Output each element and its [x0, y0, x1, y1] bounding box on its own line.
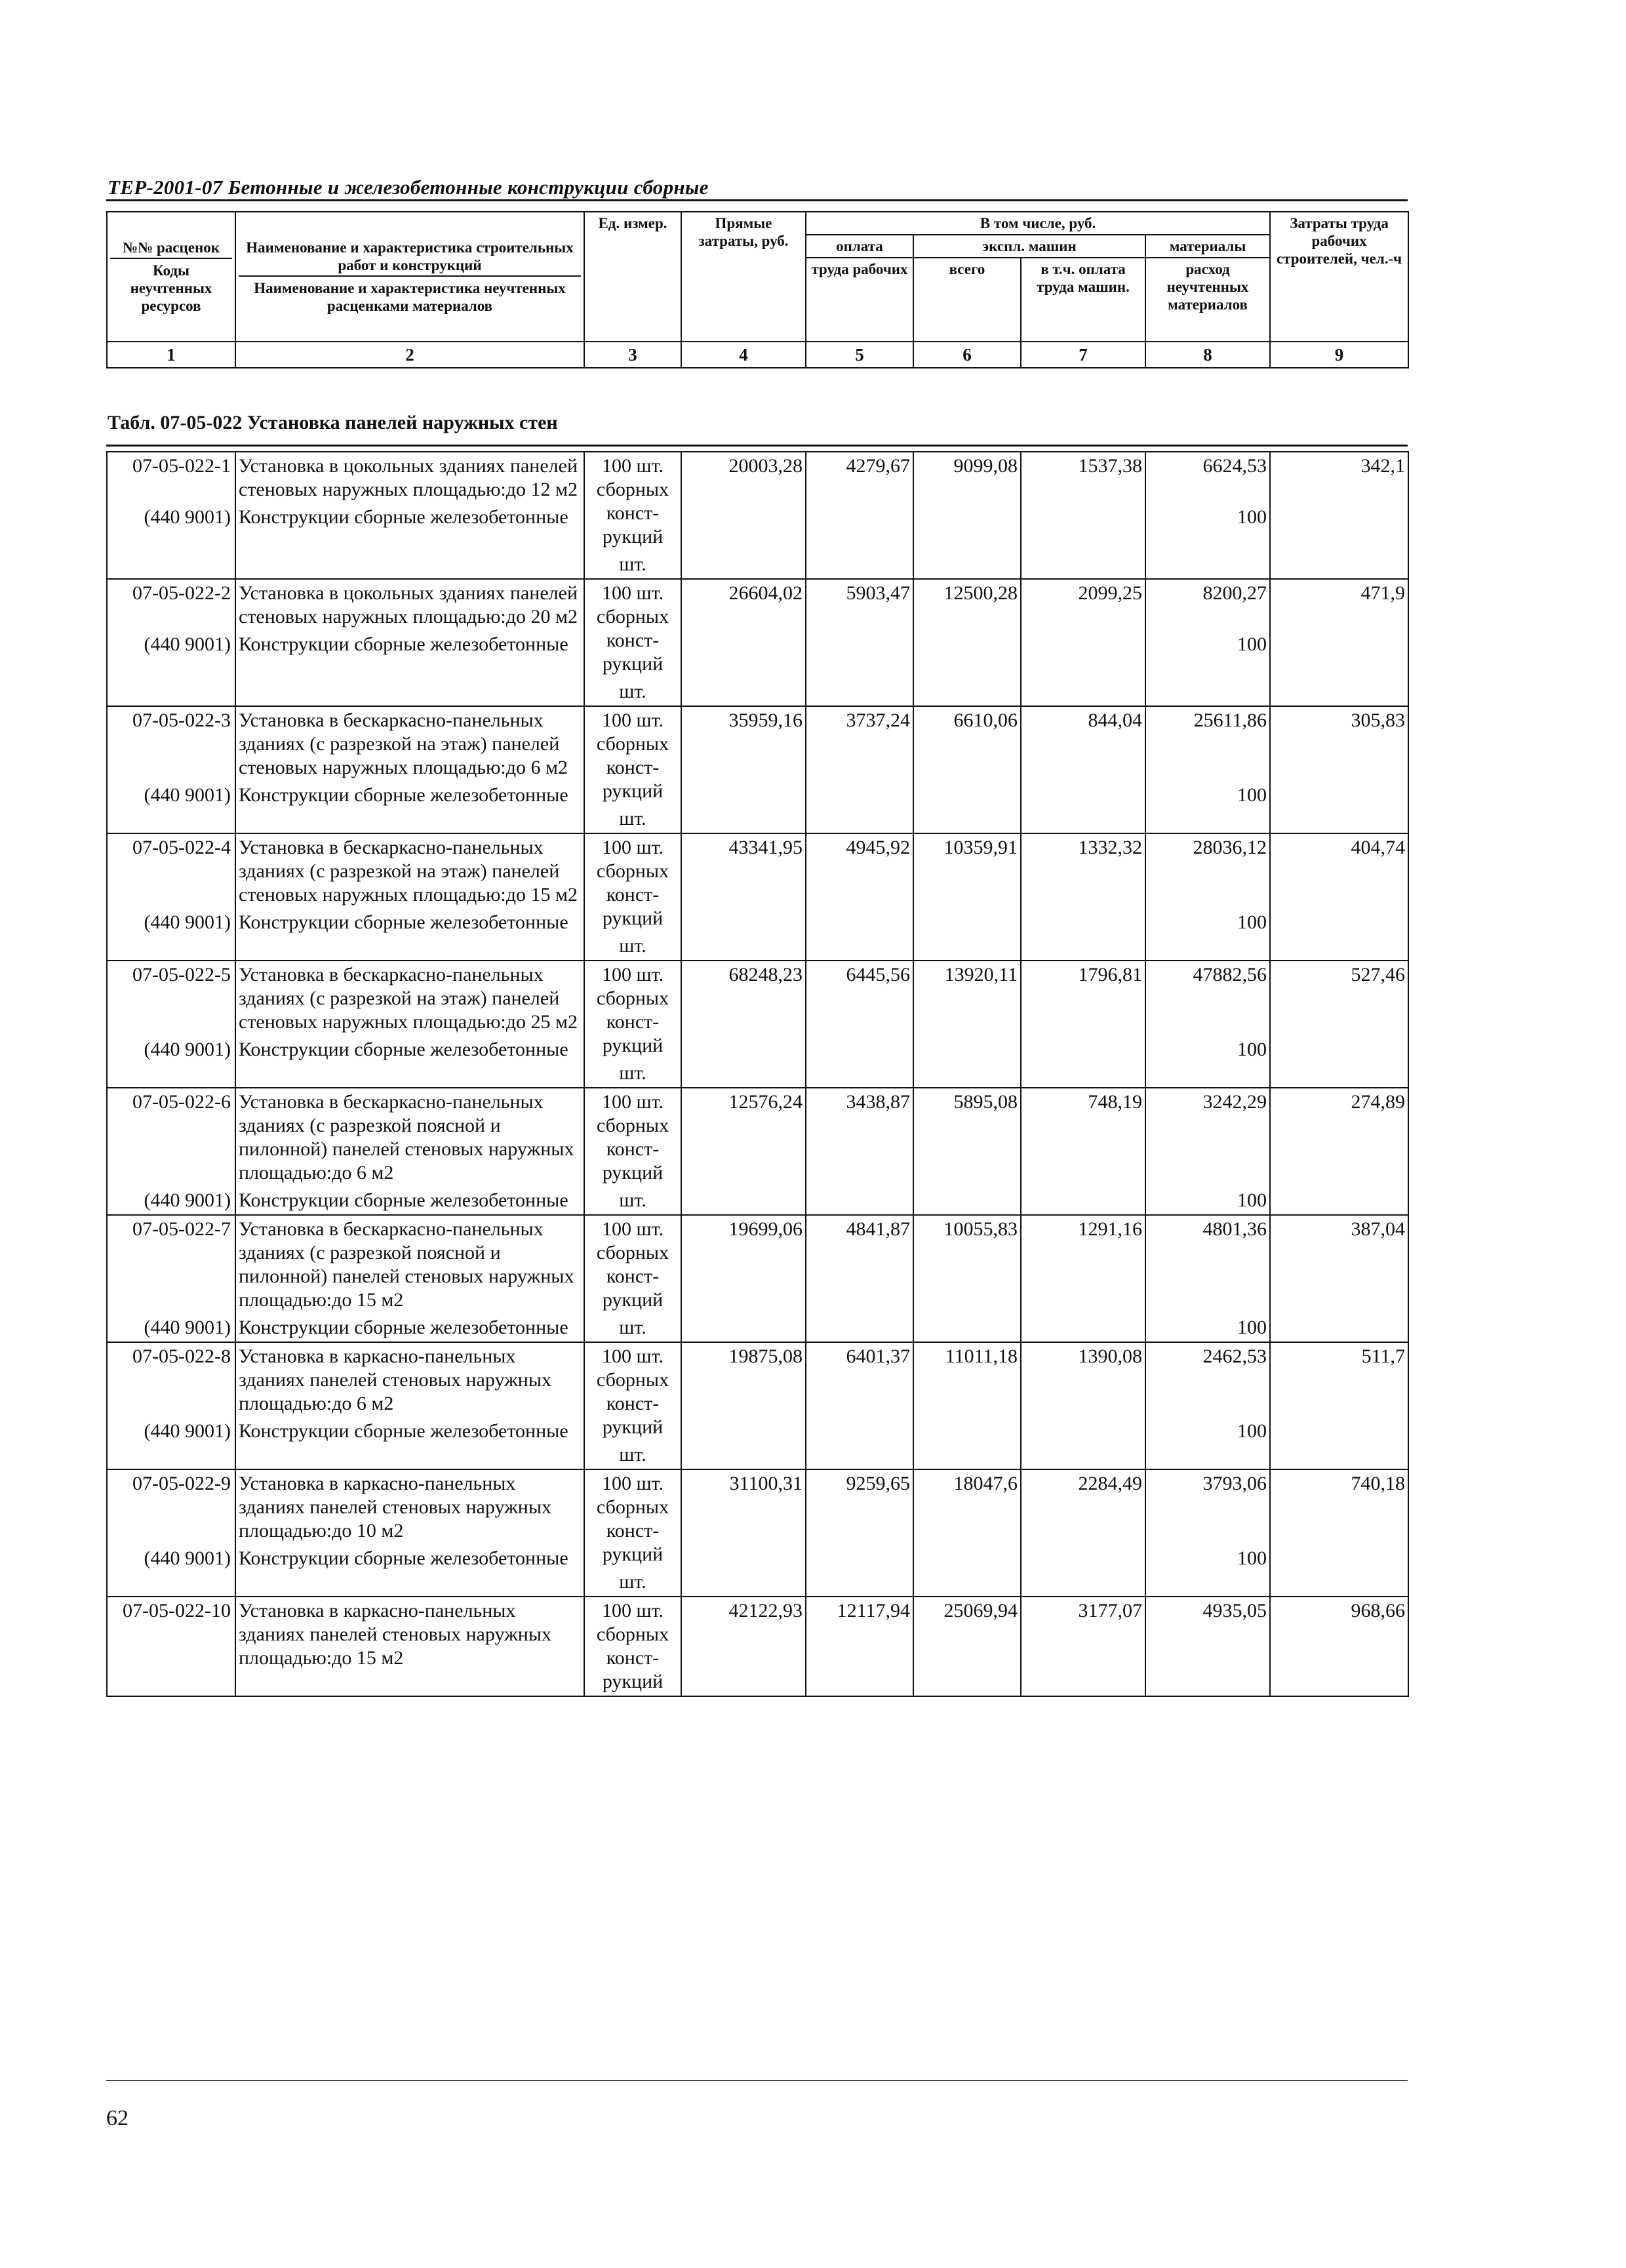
materials-cost: 47882,56 — [1193, 964, 1267, 985]
table-row — [107, 833, 1408, 961]
worker-pay: 4945,92 — [846, 837, 910, 858]
cell-pay — [806, 1088, 913, 1215]
cell-mach — [913, 452, 1021, 579]
header-number-3: 3 — [584, 342, 681, 368]
machine-operator-pay: 2284,49 — [1078, 1473, 1142, 1494]
rate-code: 07-05-022-1 — [132, 455, 231, 477]
cell-mach_pay — [1021, 1597, 1145, 1696]
machine-operator-pay: 2099,25 — [1078, 582, 1142, 604]
labor-hours: 404,74 — [1351, 837, 1405, 858]
unit-of-measure: 100 шт. сборных конст-рукций — [596, 455, 669, 547]
cell-mach_pay — [1021, 961, 1145, 1088]
cell-pay — [806, 1469, 913, 1597]
cell-direct — [681, 833, 806, 961]
worker-pay: 5903,47 — [846, 582, 910, 604]
cell-unit — [584, 961, 681, 1088]
materials-cost: 2462,53 — [1202, 1345, 1267, 1367]
cell-mach_pay — [1021, 833, 1145, 961]
cell-code — [107, 833, 235, 961]
cell-mat — [1145, 452, 1270, 579]
machine-operator-pay: 1537,38 — [1078, 455, 1142, 477]
direct-costs: 20003,28 — [728, 455, 803, 477]
cell-pay — [806, 452, 913, 579]
materials-cost: 4801,36 — [1202, 1218, 1267, 1240]
unit-of-measure: 100 шт. сборных конст-рукций — [596, 709, 669, 802]
cell-mat — [1145, 833, 1270, 961]
unit-of-measure: 100 шт. сборных конст-рукций — [596, 1345, 669, 1438]
cell-pay — [806, 579, 913, 706]
direct-costs: 43341,95 — [728, 837, 803, 858]
header-col2-bottom: Наименование и характеристика неучтенных расценками материалов — [254, 280, 566, 314]
resource-quantity: 100 — [1237, 633, 1267, 655]
cell-name — [235, 706, 584, 833]
cell-name — [235, 579, 584, 706]
cell-unit — [584, 706, 681, 833]
resource-unit: шт. — [619, 1189, 646, 1211]
header-col1-top: №№ расценок — [110, 239, 232, 259]
cell-pay — [806, 1597, 913, 1696]
labor-hours: 387,04 — [1351, 1218, 1405, 1240]
labor-hours: 471,9 — [1360, 582, 1405, 604]
worker-pay: 9259,65 — [846, 1473, 910, 1494]
machine-operator-pay: 748,19 — [1088, 1091, 1142, 1113]
rate-code: 07-05-022-10 — [123, 1600, 231, 1621]
cell-pay — [806, 1215, 913, 1342]
cell-unit — [584, 1342, 681, 1469]
rate-code: 07-05-022-2 — [132, 582, 231, 604]
machine-operator-pay: 1796,81 — [1078, 964, 1142, 985]
worker-pay: 6401,37 — [846, 1345, 910, 1367]
cell-mach_pay — [1021, 452, 1145, 579]
labor-hours: 511,7 — [1361, 1345, 1405, 1367]
worker-pay: 3737,24 — [846, 709, 910, 731]
cell-unit — [584, 1469, 681, 1597]
resource-unit: шт. — [619, 1571, 646, 1593]
resource-quantity: 100 — [1237, 1039, 1267, 1060]
table-row — [107, 1088, 1408, 1215]
cell-unit — [584, 1088, 681, 1215]
unit-of-measure: 100 шт. сборных конст-рукций — [596, 1218, 669, 1311]
cell-name — [235, 1342, 584, 1469]
materials-cost: 8200,27 — [1202, 582, 1267, 604]
resource-unit: шт. — [619, 553, 646, 575]
direct-costs: 68248,23 — [728, 964, 803, 985]
resource-name: Конструкции сборные железобетонные — [239, 633, 568, 655]
document-title: ТЕР-2001-07 Бетонные и железобетонные конструкции сборные — [108, 176, 709, 199]
work-name: Установка в бескаркасно-панельных зданиях (с разрезкой поясной и пилонной) панелей стеновых наружных площадью:до 6 м2 — [239, 1091, 574, 1184]
cell-mach — [913, 833, 1021, 961]
resource-quantity: 100 — [1237, 1189, 1267, 1211]
resource-code: (440 9001) — [144, 506, 231, 528]
resource-code: (440 9001) — [144, 1420, 231, 1442]
machine-costs: 5895,08 — [953, 1091, 1018, 1113]
cell-name — [235, 1597, 584, 1696]
header-machines-pay: в т.ч. оплата труда машин. — [1021, 258, 1145, 342]
cell-code — [107, 1215, 235, 1342]
work-name: Установка в бескаркасно-панельных зданиях (с разрезкой на этаж) панелей стеновых наружных площадью:до 6 м2 — [239, 709, 568, 778]
table-row — [107, 1342, 1408, 1469]
cell-direct — [681, 961, 806, 1088]
cell-mat — [1145, 579, 1270, 706]
title-divider — [106, 199, 1408, 201]
header-number-6: 6 — [913, 342, 1021, 368]
machine-operator-pay: 1291,16 — [1078, 1218, 1142, 1240]
rate-code: 07-05-022-9 — [132, 1473, 231, 1494]
rate-code: 07-05-022-8 — [132, 1345, 231, 1367]
cell-mach_pay — [1021, 1088, 1145, 1215]
header-materials-group: материалы — [1145, 235, 1270, 258]
unit-of-measure: 100 шт. сборных конст-рукций — [596, 1091, 669, 1184]
direct-costs: 31100,31 — [729, 1473, 803, 1494]
cell-mach — [913, 1342, 1021, 1469]
caption-divider — [106, 445, 1408, 447]
cell-mach_pay — [1021, 706, 1145, 833]
direct-costs: 19875,08 — [728, 1345, 803, 1367]
table-header — [106, 211, 1409, 368]
cell-direct — [681, 1342, 806, 1469]
cell-name — [235, 833, 584, 961]
cell-unit — [584, 579, 681, 706]
table-row — [107, 706, 1408, 833]
cell-labor — [1270, 833, 1408, 961]
resource-code: (440 9001) — [144, 633, 231, 655]
header-number-1: 1 — [107, 342, 235, 368]
resource-name: Конструкции сборные железобетонные — [239, 1547, 568, 1569]
header-col1 — [107, 212, 235, 342]
cell-mach_pay — [1021, 1215, 1145, 1342]
machine-operator-pay: 3177,07 — [1078, 1600, 1142, 1621]
header-col2-top: Наименование и характеристика строительных работ и конструкций — [239, 239, 581, 277]
header-machines-all: всего — [913, 258, 1021, 342]
machine-costs: 6610,06 — [953, 709, 1018, 731]
machine-costs: 12500,28 — [943, 582, 1018, 604]
labor-hours: 274,89 — [1351, 1091, 1405, 1113]
cell-labor — [1270, 1342, 1408, 1469]
work-name: Установка в каркасно-панельных зданиях панелей стеновых наружных площадью:до 10 м2 — [239, 1473, 552, 1542]
cell-mat — [1145, 1597, 1270, 1696]
cell-code — [107, 961, 235, 1088]
cell-mach — [913, 706, 1021, 833]
cell-mach — [913, 1088, 1021, 1215]
machine-costs: 9099,08 — [953, 455, 1018, 477]
header-number-5: 5 — [806, 342, 913, 368]
machine-costs: 10055,83 — [943, 1218, 1018, 1240]
rates-table-body — [107, 452, 1408, 1696]
worker-pay: 3438,87 — [846, 1091, 910, 1113]
resource-unit: шт. — [619, 1317, 646, 1338]
cell-mach_pay — [1021, 1469, 1145, 1597]
machine-costs: 13920,11 — [944, 964, 1018, 985]
materials-cost: 4935,05 — [1202, 1600, 1267, 1621]
work-name: Установка в бескаркасно-панельных зданиях (с разрезкой поясной и пилонной) панелей стеновых наружных площадью:до 15 м2 — [239, 1218, 574, 1311]
resource-code: (440 9001) — [144, 1547, 231, 1569]
header-col1-bottom: Коды неучтенных ресурсов — [130, 262, 212, 314]
cell-direct — [681, 579, 806, 706]
header-direct-costs: Прямые затраты, руб. — [681, 212, 806, 342]
header-machines-group: экспл. машин — [913, 235, 1145, 258]
direct-costs: 42122,93 — [728, 1600, 803, 1621]
cell-direct — [681, 706, 806, 833]
resource-code: (440 9001) — [144, 784, 231, 806]
resource-name: Конструкции сборные железобетонные — [239, 911, 568, 933]
machine-costs: 25069,94 — [943, 1600, 1018, 1621]
cell-mat — [1145, 1088, 1270, 1215]
unit-of-measure: 100 шт. сборных конст-рукций — [596, 1473, 669, 1565]
header-number-7: 7 — [1021, 342, 1145, 368]
rates-table — [106, 451, 1409, 1697]
rate-code: 07-05-022-5 — [132, 964, 231, 985]
rate-code: 07-05-022-6 — [132, 1091, 231, 1113]
header-number-8: 8 — [1145, 342, 1270, 368]
resource-quantity: 100 — [1237, 506, 1267, 528]
work-name: Установка в бескаркасно-панельных зданиях (с разрезкой на этаж) панелей стеновых наружных площадью:до 15 м2 — [239, 837, 578, 905]
cell-code — [107, 1088, 235, 1215]
machine-costs: 10359,91 — [943, 837, 1018, 858]
cell-unit — [584, 1215, 681, 1342]
worker-pay: 6445,56 — [846, 964, 910, 985]
table-row — [107, 579, 1408, 706]
header-unit: Ед. измер. — [584, 212, 681, 342]
header-pay-group: оплата — [806, 235, 913, 258]
cell-mat — [1145, 1215, 1270, 1342]
header-number-9: 9 — [1270, 342, 1408, 368]
machine-operator-pay: 844,04 — [1088, 709, 1142, 731]
cell-name — [235, 1088, 584, 1215]
resource-quantity: 100 — [1237, 911, 1267, 933]
rate-code: 07-05-022-3 — [132, 709, 231, 731]
cell-direct — [681, 1597, 806, 1696]
resource-code: (440 9001) — [144, 1189, 231, 1211]
unit-of-measure: 100 шт. сборных конст-рукций — [596, 1600, 669, 1692]
resource-code: (440 9001) — [144, 911, 231, 933]
rate-code: 07-05-022-4 — [132, 837, 231, 858]
unit-of-measure: 100 шт. сборных конст-рукций — [596, 582, 669, 675]
direct-costs: 19699,06 — [728, 1218, 803, 1240]
cell-name — [235, 1469, 584, 1597]
cell-mach — [913, 1469, 1021, 1597]
machine-costs: 18047,6 — [953, 1473, 1018, 1494]
cell-mach — [913, 1597, 1021, 1696]
work-name: Установка в каркасно-панельных зданиях панелей стеновых наружных площадью:до 6 м2 — [239, 1345, 552, 1414]
cell-mat — [1145, 1342, 1270, 1469]
labor-hours: 342,1 — [1360, 455, 1405, 477]
materials-cost: 28036,12 — [1193, 837, 1267, 858]
resource-name: Конструкции сборные железобетонные — [239, 1039, 568, 1060]
page-number: 62 — [106, 2106, 129, 2130]
resource-name: Конструкции сборные железобетонные — [239, 1420, 568, 1442]
cell-code — [107, 1597, 235, 1696]
cell-mat — [1145, 706, 1270, 833]
cell-code — [107, 1469, 235, 1597]
cell-labor — [1270, 1597, 1408, 1696]
worker-pay: 12117,94 — [837, 1600, 910, 1621]
work-name: Установка в каркасно-панельных зданиях панелей стеновых наружных площадью:до 15 м2 — [239, 1600, 552, 1669]
direct-costs: 12576,24 — [728, 1091, 803, 1113]
table-row — [107, 1215, 1408, 1342]
table-row — [107, 1469, 1408, 1597]
table-row — [107, 452, 1408, 579]
work-name: Установка в бескаркасно-панельных зданиях (с разрезкой на этаж) панелей стеновых наружных площадью:до 25 м2 — [239, 964, 578, 1033]
cell-pay — [806, 706, 913, 833]
cell-code — [107, 706, 235, 833]
cell-unit — [584, 833, 681, 961]
labor-hours: 527,46 — [1351, 964, 1405, 985]
resource-name: Конструкции сборные железобетонные — [239, 1189, 568, 1211]
table-caption: Табл. 07-05-022 Установка панелей наружных стен — [108, 412, 558, 433]
cell-labor — [1270, 579, 1408, 706]
labor-hours: 740,18 — [1351, 1473, 1405, 1494]
cell-unit — [584, 1597, 681, 1696]
worker-pay: 4279,67 — [846, 455, 910, 477]
resource-quantity: 100 — [1237, 1317, 1267, 1338]
cell-unit — [584, 452, 681, 579]
cell-mach_pay — [1021, 579, 1145, 706]
materials-cost: 25611,86 — [1193, 709, 1267, 731]
cell-direct — [681, 452, 806, 579]
resource-quantity: 100 — [1237, 784, 1267, 806]
header-pay-sub: труда рабочих — [806, 258, 913, 342]
cell-mach_pay — [1021, 1342, 1145, 1469]
table-row — [107, 1597, 1408, 1696]
resource-code: (440 9001) — [144, 1317, 231, 1338]
resource-unit: шт. — [619, 808, 646, 829]
work-name: Установка в цокольных зданиях панелей стеновых наружных площадью:до 20 м2 — [239, 582, 578, 627]
cell-pay — [806, 1342, 913, 1469]
header-labor-top: Затраты труда — [1290, 215, 1389, 231]
cell-name — [235, 1215, 584, 1342]
resource-unit: шт. — [619, 1062, 646, 1084]
cell-pay — [806, 833, 913, 961]
header-number-2: 2 — [235, 342, 584, 368]
header-labor — [1270, 212, 1408, 342]
cell-mach — [913, 579, 1021, 706]
cell-direct — [681, 1215, 806, 1342]
cell-labor — [1270, 961, 1408, 1088]
cell-labor — [1270, 1469, 1408, 1597]
cell-code — [107, 579, 235, 706]
materials-cost: 3793,06 — [1202, 1473, 1267, 1494]
labor-hours: 305,83 — [1351, 709, 1405, 731]
labor-hours: 968,66 — [1351, 1600, 1405, 1621]
cell-labor — [1270, 1215, 1408, 1342]
cell-code — [107, 1342, 235, 1469]
resource-name: Конструкции сборные железобетонные — [239, 506, 568, 528]
rate-code: 07-05-022-7 — [132, 1218, 231, 1240]
resource-unit: шт. — [619, 1444, 646, 1465]
resource-quantity: 100 — [1237, 1420, 1267, 1442]
cell-direct — [681, 1088, 806, 1215]
unit-of-measure: 100 шт. сборных конст-рукций — [596, 837, 669, 929]
machine-operator-pay: 1332,32 — [1078, 837, 1142, 858]
materials-cost: 6624,53 — [1202, 455, 1267, 477]
resource-quantity: 100 — [1237, 1547, 1267, 1569]
cell-mat — [1145, 1469, 1270, 1597]
cell-name — [235, 452, 584, 579]
unit-of-measure: 100 шт. сборных конст-рукций — [596, 964, 669, 1056]
cell-labor — [1270, 706, 1408, 833]
header-col2 — [235, 212, 584, 342]
resource-code: (440 9001) — [144, 1039, 231, 1060]
footer-divider — [106, 2080, 1408, 2081]
header-labor-sub: рабочих строителей, чел.-ч — [1276, 233, 1402, 267]
cell-mach — [913, 961, 1021, 1088]
header-number-4: 4 — [681, 342, 806, 368]
resource-name: Конструкции сборные железобетонные — [239, 784, 568, 806]
cell-name — [235, 961, 584, 1088]
machine-operator-pay: 1390,08 — [1078, 1345, 1142, 1367]
header-group: В том числе, руб. — [806, 212, 1270, 235]
resource-unit: шт. — [619, 935, 646, 957]
resource-unit: шт. — [619, 681, 646, 702]
work-name: Установка в цокольных зданиях панелей стеновых наружных площадью:до 12 м2 — [239, 455, 578, 500]
materials-cost: 3242,29 — [1202, 1091, 1267, 1113]
resource-name: Конструкции сборные железобетонные — [239, 1317, 568, 1338]
table-row — [107, 961, 1408, 1088]
direct-costs: 26604,02 — [728, 582, 803, 604]
cell-labor — [1270, 1088, 1408, 1215]
worker-pay: 4841,87 — [846, 1218, 910, 1240]
cell-direct — [681, 1469, 806, 1597]
direct-costs: 35959,16 — [728, 709, 803, 731]
cell-mat — [1145, 961, 1270, 1088]
cell-code — [107, 452, 235, 579]
cell-labor — [1270, 452, 1408, 579]
cell-mach — [913, 1215, 1021, 1342]
machine-costs: 11011,18 — [945, 1345, 1018, 1367]
cell-pay — [806, 961, 913, 1088]
header-materials-sub: расход неучтенных материалов — [1145, 258, 1270, 342]
